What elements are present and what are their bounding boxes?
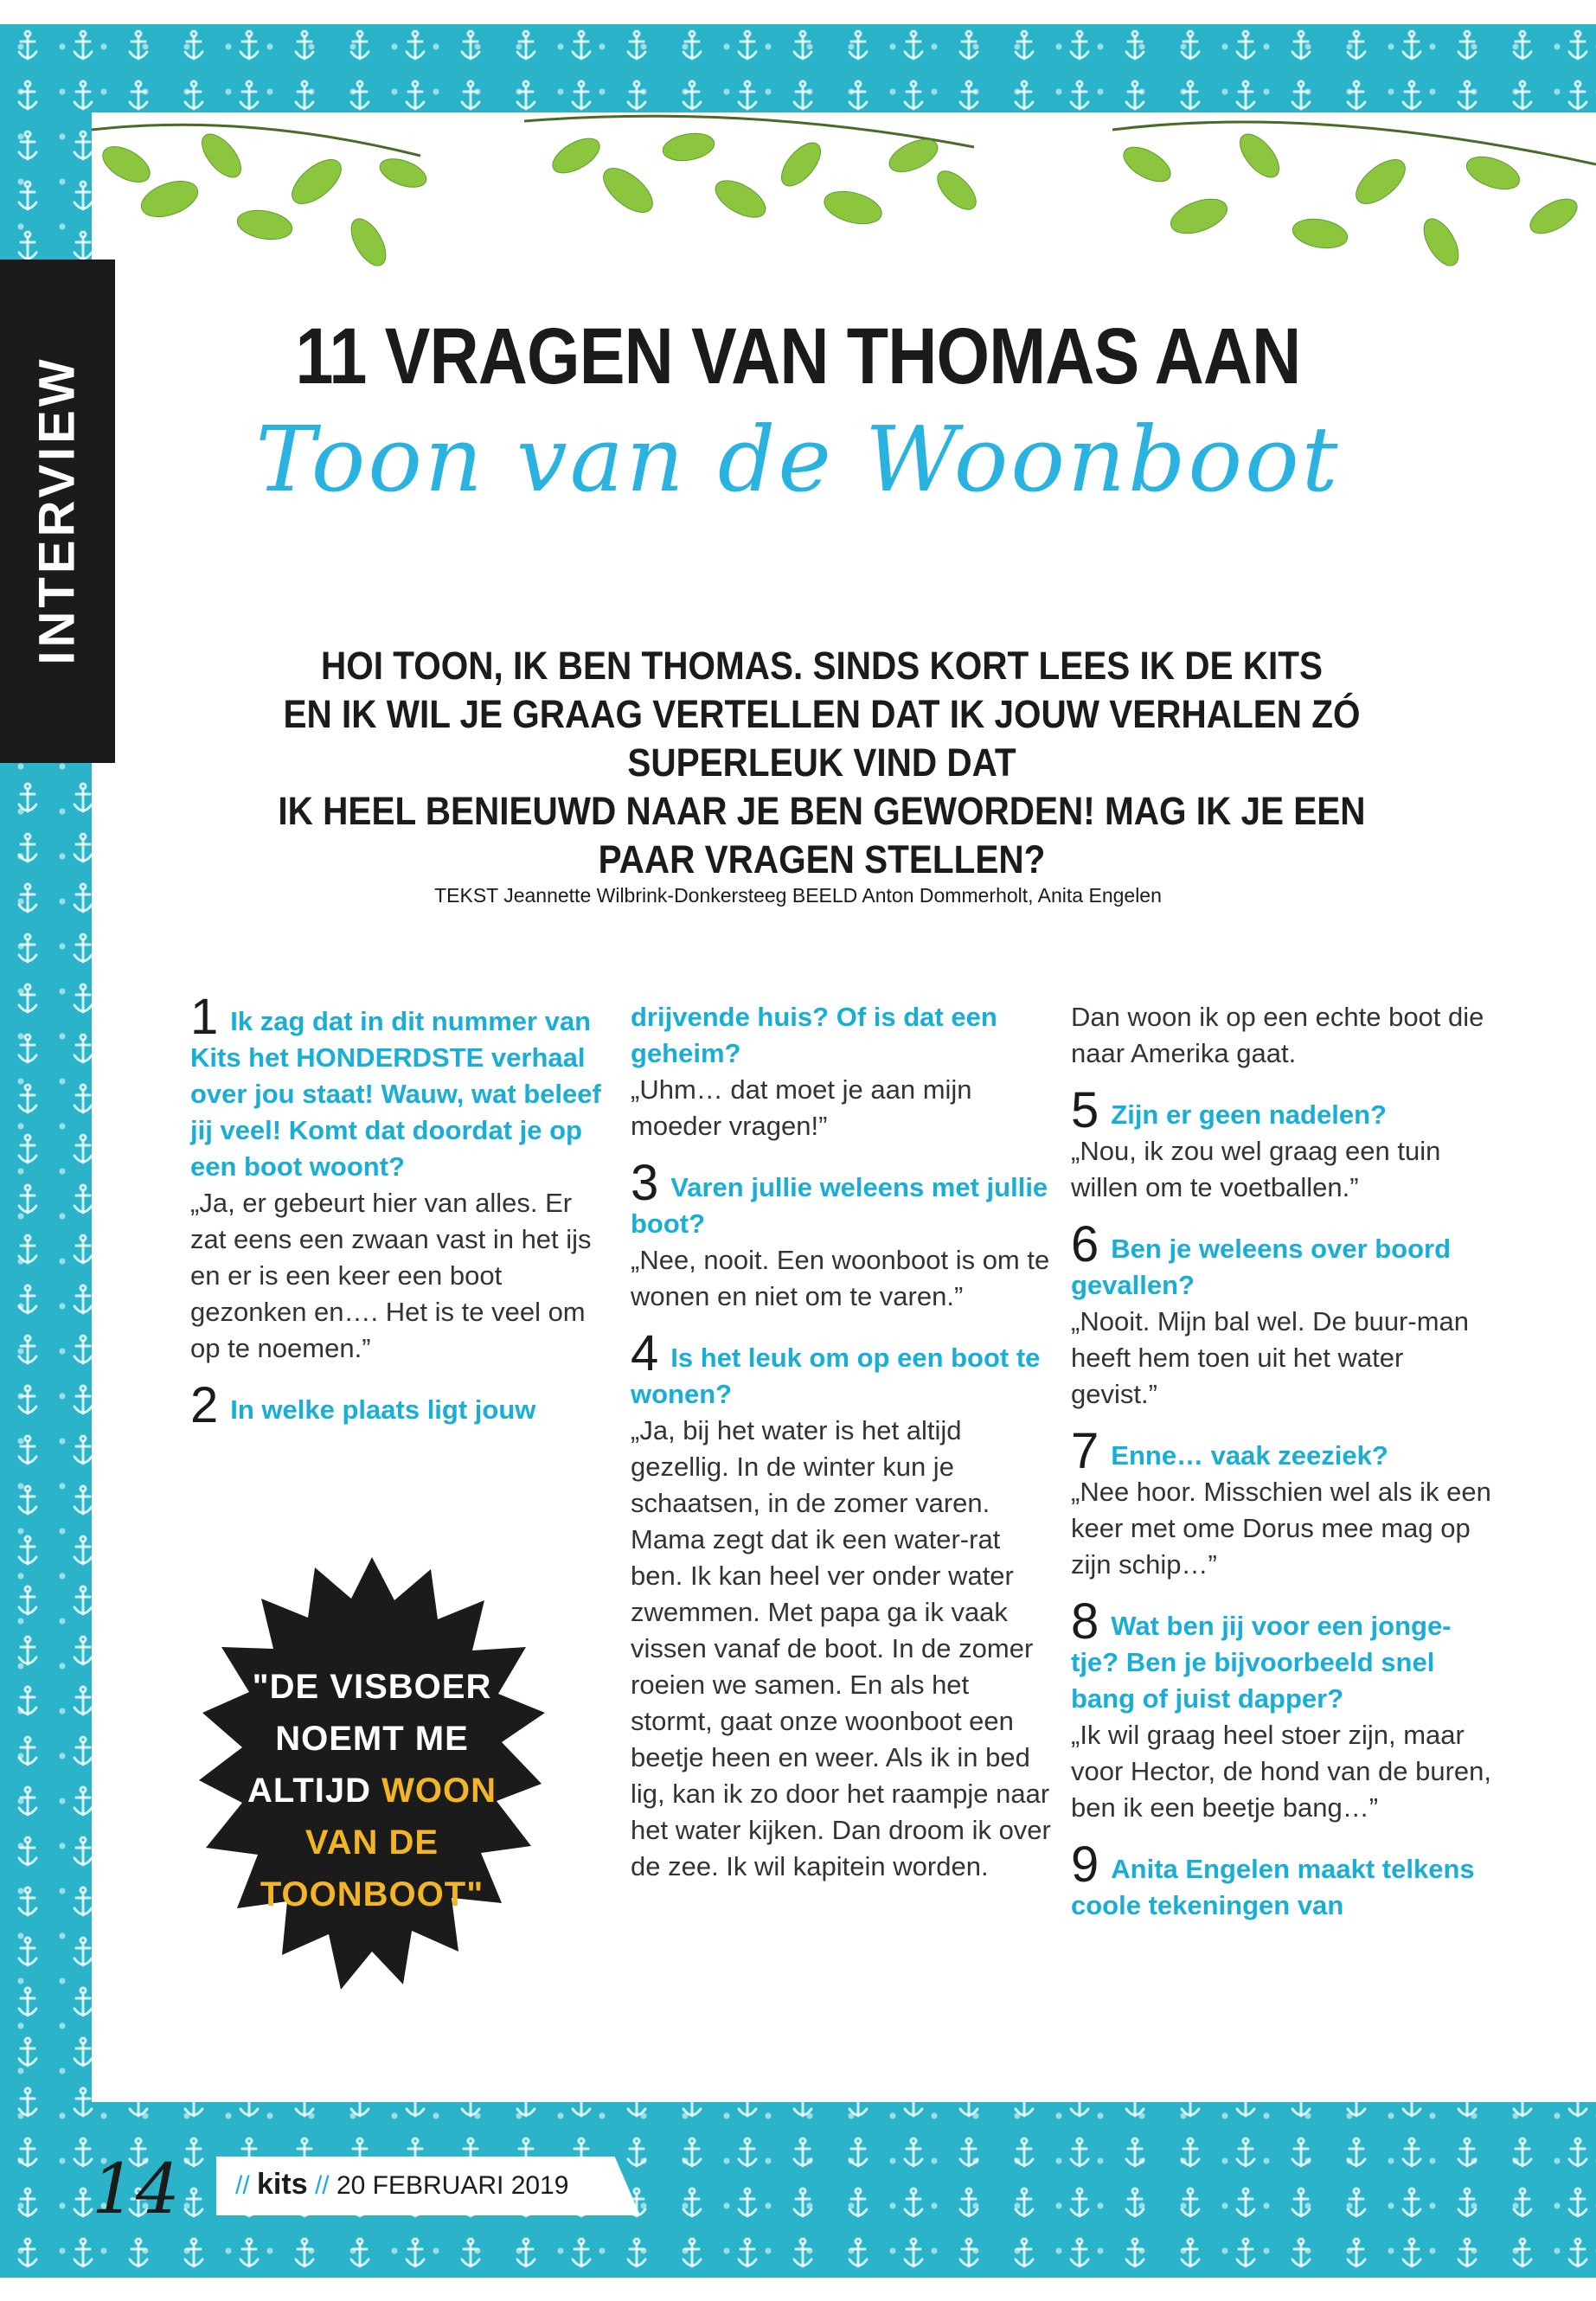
question-number: 4 [631, 1325, 659, 1381]
intro-text [199, 642, 1445, 884]
footer-separator: // [314, 2171, 330, 2200]
question-number: 6 [1071, 1216, 1099, 1272]
question-number: 1 [190, 989, 219, 1045]
headline-script: Toon van de Woonboot [255, 407, 1341, 512]
question-block [1071, 1216, 1495, 1413]
question-text: Varen jullie weleens met jullie boot? [631, 1172, 1048, 1239]
answer-text: „Ik wil graag heel stoer zijn, maar voor Hector, de hond van de buren, ben ik een beetje bang…” [1071, 1720, 1491, 1823]
quote-starburst [199, 1557, 545, 2007]
question-block [1071, 1836, 1495, 1924]
intro-line: EN IK WIL JE GRAAG VERTELLEN DAT IK JOUW VERHALEN ZÓ SUPERLEUK VIND DAT [283, 692, 1361, 785]
question-block [1071, 1423, 1495, 1583]
quote-highlight: WOON [381, 1772, 497, 1810]
quote-highlight: VAN DE [304, 1823, 439, 1862]
intro-line: PAAR VRAGEN STELLEN? [598, 837, 1046, 881]
page-number: 14 [92, 2149, 180, 2229]
answer-text: „Nee, nooit. Een woonboot is om te wonen en niet om te varen.” [631, 1245, 1050, 1311]
question-block [631, 999, 1054, 1144]
question-text: Zijn er geen nadelen? [1111, 1099, 1387, 1130]
article-column-1 [190, 989, 614, 1449]
question-text: Ben je weleens over boord gevallen? [1071, 1234, 1452, 1300]
quote-line-part: ALTIJD [247, 1772, 382, 1810]
question-number: 7 [1071, 1423, 1099, 1479]
question-block [631, 1325, 1054, 1885]
credits-line: TEKST Jeannette Wilbrink-Donkersteeg BEELD Anton Dommerholt, Anita Engelen [434, 884, 1162, 907]
answer-text: Dan woon ik op een echte boot die naar Amerika gaat. [1071, 1002, 1484, 1068]
answer-text: „Ja, er gebeurt hier van alles. Er zat eens een zwaan vast in het ijs en er is een keer een boot gezonken en…. Het is te veel om op te noemen.” [190, 1188, 592, 1363]
answer-block [1071, 999, 1495, 1072]
quote-line: "DE VISBOER [252, 1668, 492, 1706]
question-text: Enne… vaak zeeziek? [1111, 1440, 1388, 1471]
footer-separator: // [235, 2171, 250, 2200]
question-block [190, 989, 614, 1367]
quote-line: NOEMT ME [275, 1720, 469, 1758]
footer-date: 20 FEBRUARI 2019 [336, 2171, 569, 2200]
article-column-3 [1071, 999, 1495, 1945]
footer-brand: kits [257, 2168, 308, 2201]
answer-text: „Uhm… dat moet je aan mijn moeder vragen!” [631, 1074, 972, 1141]
intro-line: HOI TOON, IK BEN THOMAS. SINDS KORT LEES IK DE KITS [320, 644, 1324, 688]
leaves-decoration [92, 95, 1596, 294]
question-text: Is het leuk om op een boot te wonen? [631, 1343, 1041, 1409]
question-text: drijvende huis? Of is dat een geheim? [631, 1002, 997, 1068]
question-text: In welke plaats ligt jouw [230, 1394, 536, 1425]
question-block [631, 1155, 1054, 1315]
answer-text: „Nooit. Mijn bal wel. De buur-man heeft hem toen uit het water gevist.” [1071, 1306, 1470, 1409]
question-block [190, 1377, 614, 1433]
question-text: Ik zag dat in dit nummer van Kits het HONDERDSTE verhaal over jou staat! Wauw, wat beleef jij veel! Komt dat doordat je op een boot woont? [190, 1006, 601, 1182]
quote-text [199, 1661, 545, 1920]
answer-text: „Nou, ik zou wel graag een tuin willen om te voetballen.” [1071, 1136, 1441, 1202]
question-number: 3 [631, 1155, 659, 1211]
quote-line [199, 1765, 545, 1817]
footer-text [235, 2168, 568, 2202]
question-block [1071, 1082, 1495, 1206]
intro-line: IK HEEL BENIEUWD NAAR JE BEN GEWORDEN! MAG IK JE EEN [278, 789, 1366, 833]
question-number: 5 [1071, 1082, 1099, 1138]
answer-text: „Ja, bij het water is het altijd gezellig. In de winter kun je schaatsen, in de zomer varen. Mama zegt dat ik een water-rat ben. Ik kan heel ver onder water zwemmen. Met papa ga ik vaak vissen vanaf de boot. In de zomer roeien we samen. En als het stormt, gaat onze woonboot een beetje heen en weer. Als ik in bed lig, kan ik zo door het raampje naar het water kijken. Dan droom ik over de zee. Ik wil kapitein worden. [631, 1415, 1051, 1881]
question-text: Anita Engelen maakt telkens coole tekeningen van [1071, 1854, 1475, 1920]
article-column-2 [631, 999, 1054, 1906]
question-number: 9 [1071, 1836, 1099, 1893]
answer-text: „Nee hoor. Misschien wel als ik een keer met ome Dorus mee mag op zijn schip…” [1071, 1477, 1491, 1580]
headline: 11 VRAGEN VAN THOMAS AAN [295, 312, 1301, 401]
question-block [1071, 1593, 1495, 1826]
quote-highlight: TOONBOOT" [260, 1875, 484, 1913]
question-number: 2 [190, 1377, 219, 1433]
question-number: 8 [1071, 1593, 1099, 1650]
section-tab-label: INTERVIEW [29, 356, 86, 665]
question-text: Wat ben jij voor een jonge-tje? Ben je bijvoorbeeld snel bang of juist dapper? [1071, 1611, 1452, 1714]
